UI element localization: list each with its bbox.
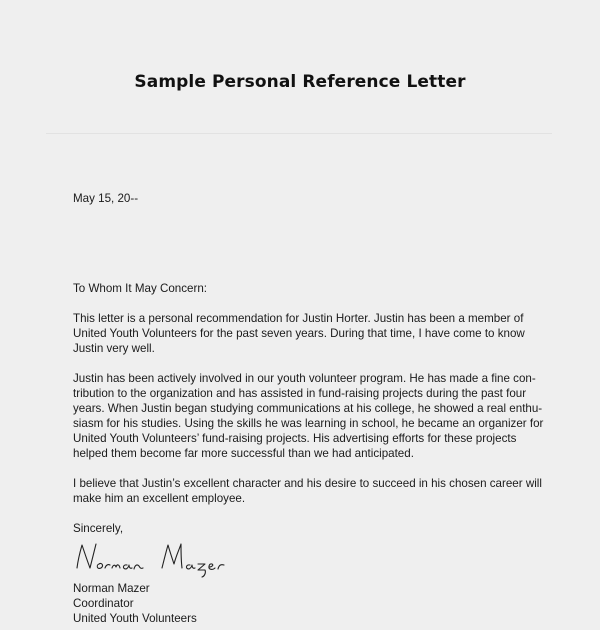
paragraph-1 [73, 311, 543, 356]
paragraph-2-line: siasm for his studies. Using the skills he was learning in school, he became an organizer for [73, 417, 544, 430]
handwritten-signature [72, 538, 232, 580]
paragraph-2-line: United Youth Volunteers’ fund-raising projects. His advertising efforts for these projects [73, 432, 517, 445]
signer-title: Coordinator [73, 597, 134, 610]
paragraph-1-line: United Youth Volunteers for the past seven years. During that time, I have come to know [73, 327, 525, 340]
signer-organization: United Youth Volunteers [73, 612, 197, 625]
salutation: To Whom It May Concern: [73, 282, 208, 295]
paragraph-1-line: This letter is a personal recommendation for Justin Horter. Justin has been a member of [73, 312, 524, 325]
paragraph-3-line: I believe that Justin’s excellent character and his desire to succeed in his chosen career will [73, 477, 542, 490]
paragraph-2-line: helped them become far more successful than we had anticipated. [73, 447, 414, 460]
paragraph-3-line: make him an excellent employee. [73, 492, 246, 505]
paragraph-3 [73, 476, 543, 506]
letter-title: Sample Personal Reference Letter [134, 72, 466, 92]
paragraph-2-line: tribution to the organization and has assisted in fund-raising projects during the past four [73, 387, 527, 400]
paragraph-2-line: Justin has been actively involved in our youth volunteer program. He has made a fine con- [73, 372, 536, 385]
letter-date: May 15, 20-- [73, 192, 139, 205]
paragraph-2 [73, 371, 543, 461]
closing: Sincerely, [73, 522, 124, 535]
paragraph-2-line: years. When Justin began studying communications at his college, he showed a real enthu- [73, 402, 543, 415]
title-divider [46, 133, 552, 134]
paragraph-1-line: Justin very well. [73, 342, 155, 355]
signer-name: Norman Mazer [73, 582, 150, 595]
